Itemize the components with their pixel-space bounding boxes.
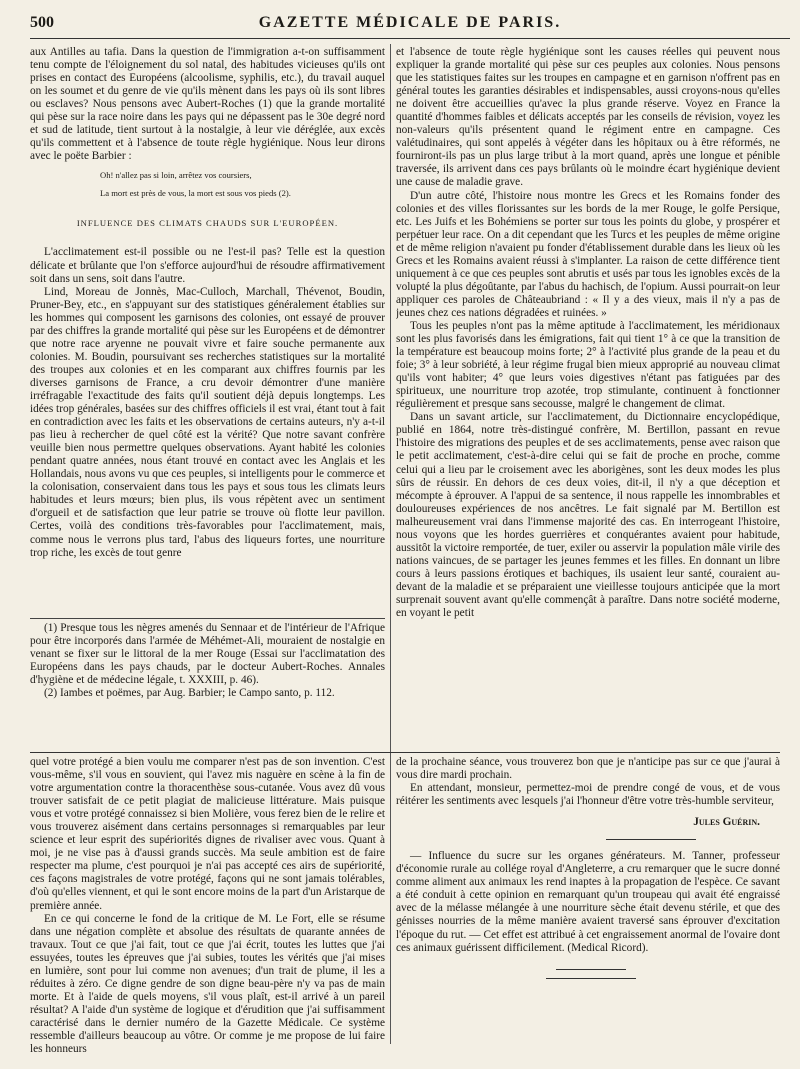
column-bottom-left — [30, 756, 385, 1064]
paragraph: D'un autre côté, l'histoire nous montre les Grecs et les Romains fonder des colonies et des villes florissantes sur les bords de la mer Rouge, le golfe Persique, etc. Les Juifs et les Bohémiens se porter sur tous les points du globe, y prospérer et perpétuer leur race. On a dit cependant que les Turcs et les peuples de même origine et de même religion n'avaient pu fonder d'établissement durable dans les lieux où les Grecs et les Romains avaient réussi à s'implanter. La raison de cette différence tient uniquement à ce que ces peuples sont abrutis et usés par tous les ignobles excès de la volupté la plus dégoûtante, par l'abus du hachisch, de l'opium. Aussi pourrait-on leur appliquer ces paroles de Châteaubriand : « Il y a des vieux, mais il n'y a pas de jeunes chez ces nations dégradées et ruinées. » — [396, 189, 780, 319]
column-bottom-right — [396, 756, 780, 1064]
paragraph: de la prochaine séance, vous trouverez bon que je n'anticipe pas sur ce que j'aurai à vous dire mardi prochain. — [396, 756, 780, 782]
paragraph: quel votre protégé a bien voulu me comparer n'est pas de son invention. C'est vous-même, s'il vous en souvient, qui l'avez mis naguère en scène à la fin de votre argumentation contre la thoracenthèse sous-cutanée. Vous avez dû vous trouver satisfait de ce petit plagiat de malicieuse littérature. Mais puisque vous et votre protégé connaissez si bien Molière, vous ferez bien de le relire et vous trouverez aisément dans certains personnages si remarquables par leur science et leur esprit des supériorités dignes de rivaliser avec vous. Quant à moi, je ne vise pas à d'aussi grands succès. Ma seule ambition est de faire respecter ma plume, c'est pourquoi je n'ai pas accepté ces airs de supériorité, ces façons magistrales de votre protégé, façons qui ne sont jamais tolérables, d'où qu'elles viennent, et qui le sont encore moins de la part d'un Aristarque de première année. — [30, 756, 385, 912]
page-number: 500 — [30, 14, 54, 31]
footnote: (2) Iambes et poëmes, par Aug. Barbier; le Campo santo, p. 112. — [44, 687, 335, 699]
page-title: GAZETTE MÉDICALE DE PARIS. — [258, 14, 562, 31]
paragraph: et l'absence de toute règle hygiénique sont les causes réelles qui peuvent nous expliquer la grande mortalité qui pèse sur ces peuples aux colonies. Nous pensons que les statistiques faites sur les troupes en campagne et en garnison n'offrent pas en général toutes les garanties désirables et indispensables, aussi croyons-nous qu'elles ne doivent être accueillies qu'avec la plus grande réserve. Voyez en France la quantité d'hommes faibles et délicats acceptés par les conseils de révision, voyez les non-valeurs qu'ils présentent quand le régiment entre en campagne. Ces valétudinaires, qui sont appelés à végéter dans les hôpitaux ou à être réformés, ne fourniront-ils pas un plus large tribut à la mort quand, après une longue et pénible traversée, ils arrivent dans ces pays brûlants où le moindre écart hygiénique devient une cause de maladie grave. — [396, 46, 780, 189]
footnotes — [30, 622, 385, 747]
paragraph: — Influence du sucre sur les organes générateurs. M. Tanner, professeur d'économie rurale au collége royal d'Angleterre, a cru remarquer que le sucre donné comme aliment aux animaux les rend inaptes à la propagation de l'espèce. Ce savant a été conduit à cette opinion en remarquant qu'un troupeau qui avait été engraissé avec de la mélasse mélangée à une nourriture sèche était devenu stérile, et que des génisses nourries de la même manière avaient traversé sans éprouver d'excitation l'époque du rut. — Cet effet est attribué à cet engraissement anormal de l'ovaire dont ces animaux guérissent difficilement. (Medical Ricord). — [396, 850, 780, 954]
column-divider — [390, 44, 391, 1044]
divider — [546, 978, 636, 979]
paragraph: En attendant, monsieur, permettez-moi de prendre congé de vous, et de vous réitérer les sentiments avec lesquels j'ai l'honneur d'être votre très-humble serviteur, — [396, 782, 780, 808]
verse-line: La mort est près de vous, la mort est sous vos pieds (2). — [100, 188, 291, 199]
section-rule — [30, 752, 390, 753]
paragraph: Lind, Moreau de Jonnès, Mac-Culloch, Marchall, Thévenot, Boudin, Pruner-Bey, etc., en s'appuyant sur des statistiques généralement établies sur les hommes qui composent les garnisons des colonies, ont essayé de prouver par des chiffres la grande mortalité qui pèse sur les Européens et de démontrer que notre race aryenne ne pouvait vivre et faire souche permanente aux colonies. M. Boudin, poursuivant ses recherches statistiques sur la mortalité des troupes aux colonies et en les comparant aux chiffres fournis par les diverses garnisons de France, a cru devoir démontrer d'une manière irréfragable l'exactitude des faits qu'il soutient déjà depuis longtemps. Les idées trop générales, basées sur des chiffres officiels il est vrai, étant tout à fait en contradiction avec les faits et les observations de certains auteurs, n'y a-t-il pas lieu à rechercher de quel côté est la vérité? Que notre savant confrère veuille bien nous permettre quelques observations. Ayant habité les colonies pendant quatre années, nous étant trouvé en contact avec les Anglais et les Hollandais, nous avons vu que ces peuples, si intelligents pour le commerce et la colonisation, conservaient dans tous les pays et sous tous les climats leurs habitudes et leurs mœurs; bien plus, ils vous répètent avec un sentiment d'orgueil et de satisfaction que leur patrie se trouve où flotte leur pavillon. Certes, voilà des conditions très-favorables pour l'acclimatement, mais, comme nous le verrons plus tard, l'abus des liqueurs fortes, une nourriture trop riche, les excès de tout genre — [30, 285, 385, 559]
column-top-left — [30, 46, 385, 616]
section-title: INFLUENCE DES CLIMATS CHAUDS SUR L'EUROPÉEN. — [76, 218, 339, 229]
divider — [556, 969, 626, 970]
divider — [606, 839, 696, 840]
paragraph: Dans un savant article, sur l'acclimatement, du Dictionnaire encyclopédique, publié en 1864, notre très-distingué confrère, M. Bertillon, passant en revue l'histoire des migrations des peuples et de ses acclimatements, pense avec raison que le petit acclimatement, c'est-à-dire celui qui se fait de proche en proche, comme celui qui a lieu par le croisement avec les aborigènes, sont les deux modes les plus sûrs de réussir. En dehors de ces deux voies, dit-il, il n'y a que déception et mécompte à éprouver. A l'appui de sa sentence, il nous rappelle les innombrables et douloureuses expériences de nos ancêtres. Le fait signalé par M. Bertillon est malheureusement vrai dans l'immense majorité des cas. En interrogeant l'histoire, nous voyons que les hordes guerrières et conquérantes avaient pour habitude, aussitôt la victoire remportée, de tuer, exiler ou asservir la population mâle virile des nations vaincues, de se partager les jeunes femmes et les filles. En donnant un libre cours à leurs passions érotiques et bachiques, ils usaient leur santé, couraient au-devant de la maladie et se préparaient une vieillesse toujours anticipée que la mort surprenait souvent avant qu'elle commençât à paraître. Dans notre société moderne, en voyant le petit — [396, 411, 780, 620]
section-rule — [390, 752, 780, 753]
paragraph: En ce qui concerne le fond de la critique de M. Le Fort, elle se résume dans une négation complète et absolue des résultats de quarante années de travaux. Tout ce que j'ai fait, tout ce que j'ai écrit, toutes les luttes que j'ai essuyées, toutes les épreuves que j'ai subies, toutes les vérités que j'ai mises en lumière, sont pour lui comme non avenues; d'un trait de plume, il les a réduites à zéro. Ce digne gendre de son digne beau-père n'y va pas de main morte. Et à l'aide de quels moyens, s'il vous plaît, est-il arrivé à un pareil résultat? A l'aide d'un système de logique et d'érudition que j'ai suffisamment caractérisé dans le dernier numéro de la Gazette Médicale. Ce système ressemble d'ailleurs beaucoup au vôtre. Or comme je me propose de lui faire les honneurs — [30, 912, 385, 1056]
paragraph: aux Antilles au tafia. Dans la question de l'immigration a-t-on suffisamment tenu compte de l'éloignement du sol natal, des habitudes vicieuses qu'ils ont prises en contact des Européens (alcoolisme, syphilis, etc.), du travail auquel on les soumet et du genre de vie qu'ils mènent dans les pays où ils sont libres ou esclaves? Nous pensons avec Aubert-Roches (1) que la grande mortalité qui pèse sur la race noire dans les pays qui ne dépassent pas le 30e degré nord et sud de latitude, tient surtout à la nostalgie, à leur vie déréglée, aux excès qu'ils commettent et à l'absence de toute règle hygiénique. Nous leur dirons avec le poëte Barbier : — [30, 46, 385, 163]
paragraph: L'acclimatement est-il possible ou ne l'est-il pas? Telle est la question délicate et brûlante que l'on s'efforce aujourd'hui de résoudre affirmativement soit dans un sens, soit dans l'autre. — [30, 246, 385, 285]
page-header — [30, 10, 790, 39]
verse-line: Oh! n'allez pas si loin, arrêtez vos coursiers, — [100, 170, 252, 181]
signature: Jules Guérin. — [693, 816, 760, 829]
column-top-right — [396, 46, 780, 752]
paragraph: Tous les peuples n'ont pas la même aptitude à l'acclimatement, les méridionaux sont les plus favorisés dans les émigrations, fait qui tient 1° à ce que la transition de la température est beaucoup moins forte; 2° à l'activité plus grande de la peau et du foie; 3° à leur sobriété, à leur régime frugal bien mieux approprié au nouveau climat qu'ils vont habiter; 4° que leurs voies digestives n'étant pas fatiguées par des spiritueux, une nourriture trop azotée, trop stimulante, continuent à fonctionner régulièrement et presque sans secousse, malgré le changement de climat. — [396, 319, 780, 411]
footnote-rule — [30, 618, 385, 619]
footnote: (1) Presque tous les nègres amenés du Sennaar et de l'intérieur de l'Afrique pour être incorporés dans l'armée de Méhémet-Ali, mouraient de nostalgie en venant se fixer sur le littoral de la mer Rouge (Essai sur l'acclimatation des Européens dans les pays chauds, par le docteur Aubert-Roches. Annales d'hygiène et de médecine légale, t. XXXIII, p. 46). — [30, 622, 385, 686]
